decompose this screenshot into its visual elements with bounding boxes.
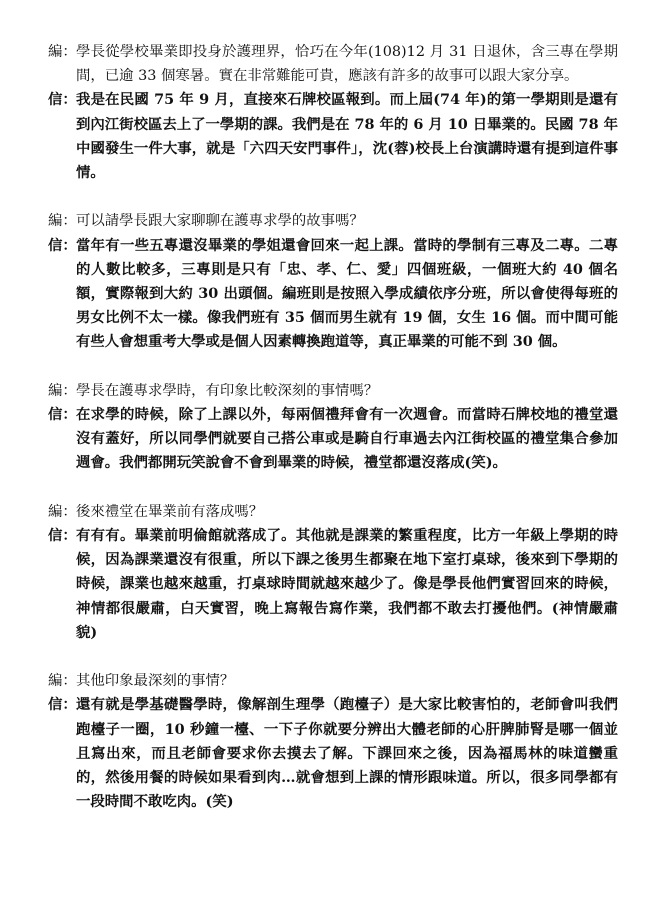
- question-1: [48, 40, 618, 88]
- question-5: [48, 669, 618, 693]
- question-2: [48, 209, 618, 233]
- question-text: 其他印象最深刻的事情？: [76, 673, 235, 690]
- interviewee-speaker-label: 信：: [48, 696, 77, 714]
- answer-text: 有有有。畢業前明倫館就落成了。其他就是課業的繁重程度，比方一年級上學期的時候，因為課業還沒有很重，所以下課之後男生都聚在地下室打桌球，後來到下學期的時候，課業也越來越重，打桌球時間就越來越少了。像是學長他們實習回來的時候，神情都很嚴肅，白天實習，晚上寫報告寫作業，我們都不敢去打擾他們。(神情嚴肅貌): [76, 527, 618, 641]
- answer-4: [48, 524, 618, 645]
- question-text: 可以請學長跟大家聊聊在護專求學的故事嗎？: [76, 213, 364, 230]
- answer-text: 還有就是學基礎醫學時，像解剖生理學（跑檯子）是大家比較害怕的，老師會叫我們跑檯子一圈，10 秒鐘一檯、一下子你就要分辨出大體老師的心肝脾肺腎是哪一個並且寫出來，而且老師會要求你去摸去了解。下課回來之後，因為福馬林的味道蠻重的，然後用餐的時候如果看到肉…就會想到上課的情形跟味道。所以，很多同學都有一段時間不敢吃肉。(笑): [76, 696, 618, 811]
- interview-document: [48, 40, 618, 814]
- answer-1: [48, 88, 618, 185]
- answer-3: [48, 403, 618, 476]
- interviewee-speaker-label: 信：: [48, 236, 77, 254]
- editor-speaker-label: 編：: [48, 503, 77, 520]
- question-4: [48, 500, 618, 524]
- editor-speaker-label: 編：: [48, 213, 77, 230]
- paragraph-gap: [48, 355, 618, 379]
- question-3: [48, 379, 618, 403]
- paragraph-gap: [48, 476, 618, 500]
- interviewee-speaker-label: 信：: [48, 91, 77, 109]
- paragraph-gap: [48, 185, 618, 209]
- answer-text: 我是在民國 75 年 9 月，直接來石牌校區報到。而上屆(74 年)的第一學期則是還有到內江街校區去上了一學期的課。我們是在 78 年的 6 月 10 日畢業的。民國 78 年中國發生一件大事，就是「六四天安門事件」，沈(蓉)校長上台演講時還有提到這件事情。: [76, 91, 618, 182]
- answer-2: [48, 234, 618, 355]
- question-text: 學長在護專求學時，有印象比較深刻的事情嗎？: [76, 382, 379, 399]
- paragraph-gap: [48, 645, 618, 669]
- answer-text: 在求學的時候，除了上課以外，每兩個禮拜會有一次週會。而當時石牌校地的禮堂還沒有蓋好，所以同學們就要自己搭公車或是騎自行車過去內江街校區的禮堂集合參加週會。我們都開玩笑說會不會到畢業的時候，禮堂都還沒落成(笑)。: [76, 406, 618, 472]
- editor-speaker-label: 編：: [48, 44, 77, 60]
- interviewee-speaker-label: 信：: [48, 527, 77, 545]
- interviewee-speaker-label: 信：: [48, 406, 77, 424]
- answer-text: 當年有一些五專還沒畢業的學姐還會回來一起上課。當時的學制有三專及二專。二專的人數比較多，三專則是只有「忠、孝、仁、愛」四個班級，一個班大約 40 個名額，實際報到大約 30 出頭個。編班則是按照入學成績依序分班，所以會使得每班的男女比例不太一樣。像我們班有 35 個而男生就有 19 個，女生 16 個。而中間可能有些人會想重考大學或是個人因素轉換跑道等，真正畢業的可能不到 30 個。: [76, 236, 618, 351]
- answer-5: [48, 693, 618, 814]
- question-text: 後來禮堂在畢業前有落成嗎？: [76, 503, 264, 520]
- question-text: 學長從學校畢業即投身於護理界，恰巧在今年(108)12 月 31 日退休，含三專在學期間，已逾 33 個寒暑。實在非常難能可貴，應該有許多的故事可以跟大家分享。: [76, 44, 618, 85]
- editor-speaker-label: 編：: [48, 673, 77, 690]
- editor-speaker-label: 編：: [48, 382, 77, 399]
